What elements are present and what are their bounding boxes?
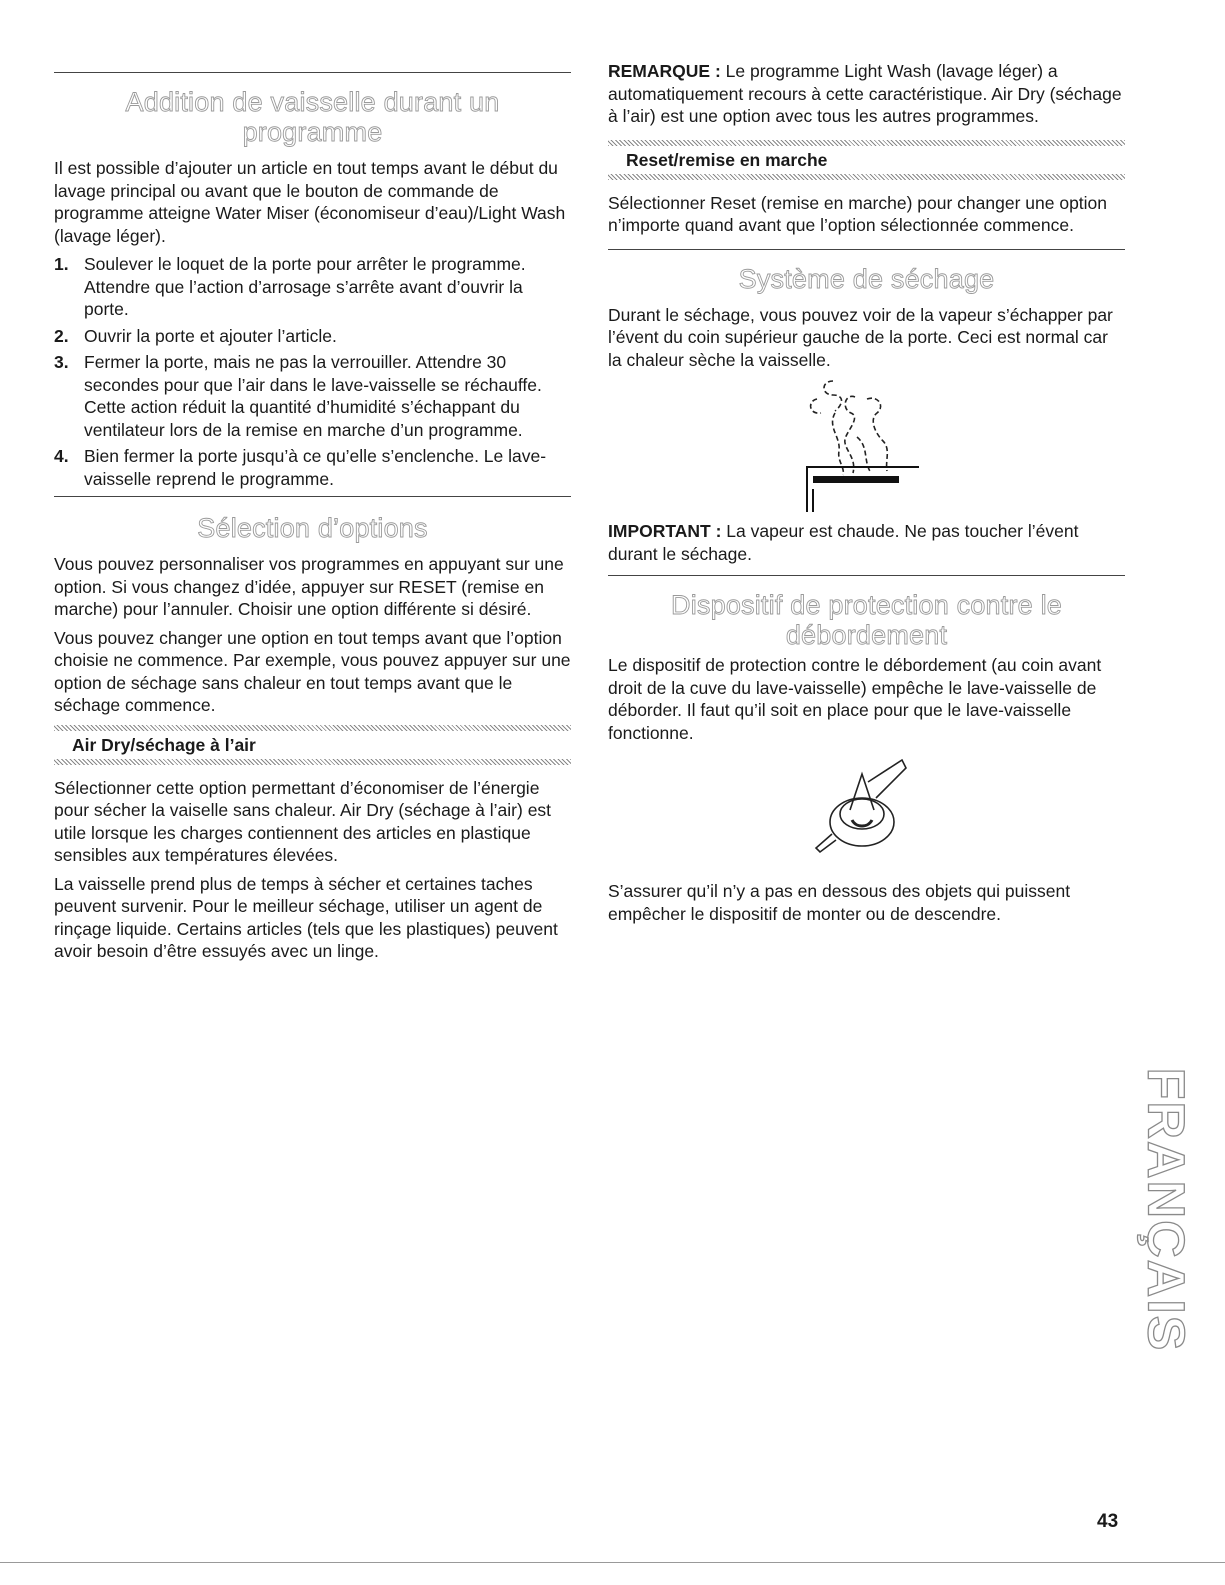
step-text: Soulever le loquet de la porte pour arrêter le programme. Attendre que l’action d’arrosage s’arrête avant d’ouvrir la porte. bbox=[84, 254, 526, 319]
important-label: IMPORTANT : bbox=[608, 521, 722, 541]
air-dry-subhead: Air Dry/séchage à l’air bbox=[72, 734, 256, 755]
language-label: FRANÇAIS bbox=[1136, 1067, 1195, 1353]
step-number: 4. bbox=[54, 446, 69, 466]
step-item bbox=[54, 253, 571, 321]
section-divider bbox=[54, 72, 571, 73]
intro-paragraph: Il est possible d’ajouter un article en tout temps avant le début du lavage principal ou avant que le bouton de commande de programme atteigne Water Miser (économiseur d’eau)/Light Wash (lavage léger). bbox=[54, 158, 566, 246]
hatch-rule bbox=[54, 759, 571, 765]
drying-paragraph: Durant le séchage, vous pouvez voir de la vapeur s’échapper par l’évent du coin supérieur gauche de la porte. Ceci est normal car la chaleur sèche la vaisselle. bbox=[608, 304, 1113, 370]
remarque-text: Le programme Light Wash (lavage léger) a automatiquement recours à cette caractéristique. Air Dry (séchage à l’air) est une option avec tous les autres programmes. bbox=[608, 61, 1122, 126]
important-paragraph bbox=[608, 520, 1125, 565]
hatch-rule bbox=[608, 174, 1125, 180]
section-title-drying-system: Système de séchage bbox=[738, 263, 995, 294]
overflow-paragraph: S’assurer qu’il n’y a pas en dessous des objets qui puissent empêcher le dispositif de monter ou de descendre. bbox=[608, 881, 1071, 924]
reset-subhead: Reset/remise en marche bbox=[626, 149, 828, 170]
reset-paragraph: Sélectionner Reset (remise en marche) pour changer une option n’importe quand avant que l’option sélectionnée commence. bbox=[608, 192, 1108, 235]
steam-vent-illustration bbox=[787, 377, 947, 512]
section-title-overflow-protection bbox=[608, 590, 1125, 650]
overflow-paragraph: Le dispositif de protection contre le débordement (au coin avant droit de la cuve du lave-vaisselle) empêche le lave-vaisselle de déborder. Il faut qu’il soit en place pour que le lave-vaisselle fonctionne. bbox=[608, 655, 1102, 743]
title-line: Dispositif de protection contre le bbox=[671, 590, 1062, 620]
reset-subhead-box bbox=[608, 140, 1125, 180]
step-text: Bien fermer la porte jusqu’à ce qu’elle s’enclenche. Le lave-vaisselle reprend le programme. bbox=[84, 446, 547, 489]
section-title-adding-dishes: Addition de vaisselle durant un programme bbox=[125, 87, 500, 147]
section-divider bbox=[54, 496, 571, 497]
steps-list bbox=[54, 253, 571, 490]
options-paragraph: Vous pouvez personnaliser vos programmes en appuyant sur une option. Si vous changez d’idée, appuyer sur RESET (remise en marche) pour l’annuler. Choisir une option différente si désiré. bbox=[54, 554, 564, 619]
air-dry-paragraph: La vaisselle prend plus de temps à sécher et certaines taches peuvent survenir. Pour le meilleur séchage, utiliser un agent de rinçage liquide. Certains articles (tels que les plastiques) peuvent avoir besoin d’être essuyés avec un linge. bbox=[54, 873, 558, 961]
section-title-option-selection: Sélection d’options bbox=[197, 513, 428, 543]
right-column bbox=[608, 60, 1125, 931]
language-side-tab bbox=[1136, 1067, 1195, 1353]
remarque-label: REMARQUE : bbox=[608, 61, 721, 81]
step-text: Ouvrir la porte et ajouter l’article. bbox=[84, 325, 337, 346]
section-divider bbox=[608, 249, 1125, 250]
page-number: 43 bbox=[1097, 1511, 1119, 1532]
overflow-float-illustration bbox=[802, 754, 932, 864]
step-number: 1. bbox=[54, 254, 69, 274]
air-dry-subhead-box bbox=[54, 725, 571, 765]
step-item bbox=[54, 445, 571, 490]
bottom-rule bbox=[0, 1562, 1225, 1563]
section-divider bbox=[608, 575, 1125, 576]
air-dry-paragraph: Sélectionner cette option permettant d’économiser de l’énergie pour sécher la vaiselle sans chaleur. Air Dry (séchage à l’air) est utile lorsque les charges contiennent des articles en plastique sensibles aux températures élevées. bbox=[54, 777, 552, 865]
options-paragraph: Vous pouvez changer une option en tout temps avant que l’option choisie ne commence. Par exemple, vous pouvez appuyer sur une option de séchage sans chaleur en tout temps avant que le séchage commence. bbox=[54, 627, 571, 715]
important-text: La vapeur est chaude. Ne pas toucher l’évent durant le séchage. bbox=[608, 521, 1079, 564]
step-item bbox=[54, 351, 571, 441]
step-number: 3. bbox=[54, 352, 69, 372]
step-text: Fermer la porte, mais ne pas la verrouiller. Attendre 30 secondes pour que l’air dans le lave-vaisselle se réchauffe. Cette action réduit la quantité d’humidité s’échappant du ventilateur lors de la remise en marche d’un programme. bbox=[84, 352, 542, 440]
title-line: débordement bbox=[785, 620, 948, 650]
step-item bbox=[54, 325, 571, 348]
step-number: 2. bbox=[54, 325, 69, 346]
remarque-paragraph bbox=[608, 60, 1125, 128]
left-column bbox=[54, 60, 571, 969]
